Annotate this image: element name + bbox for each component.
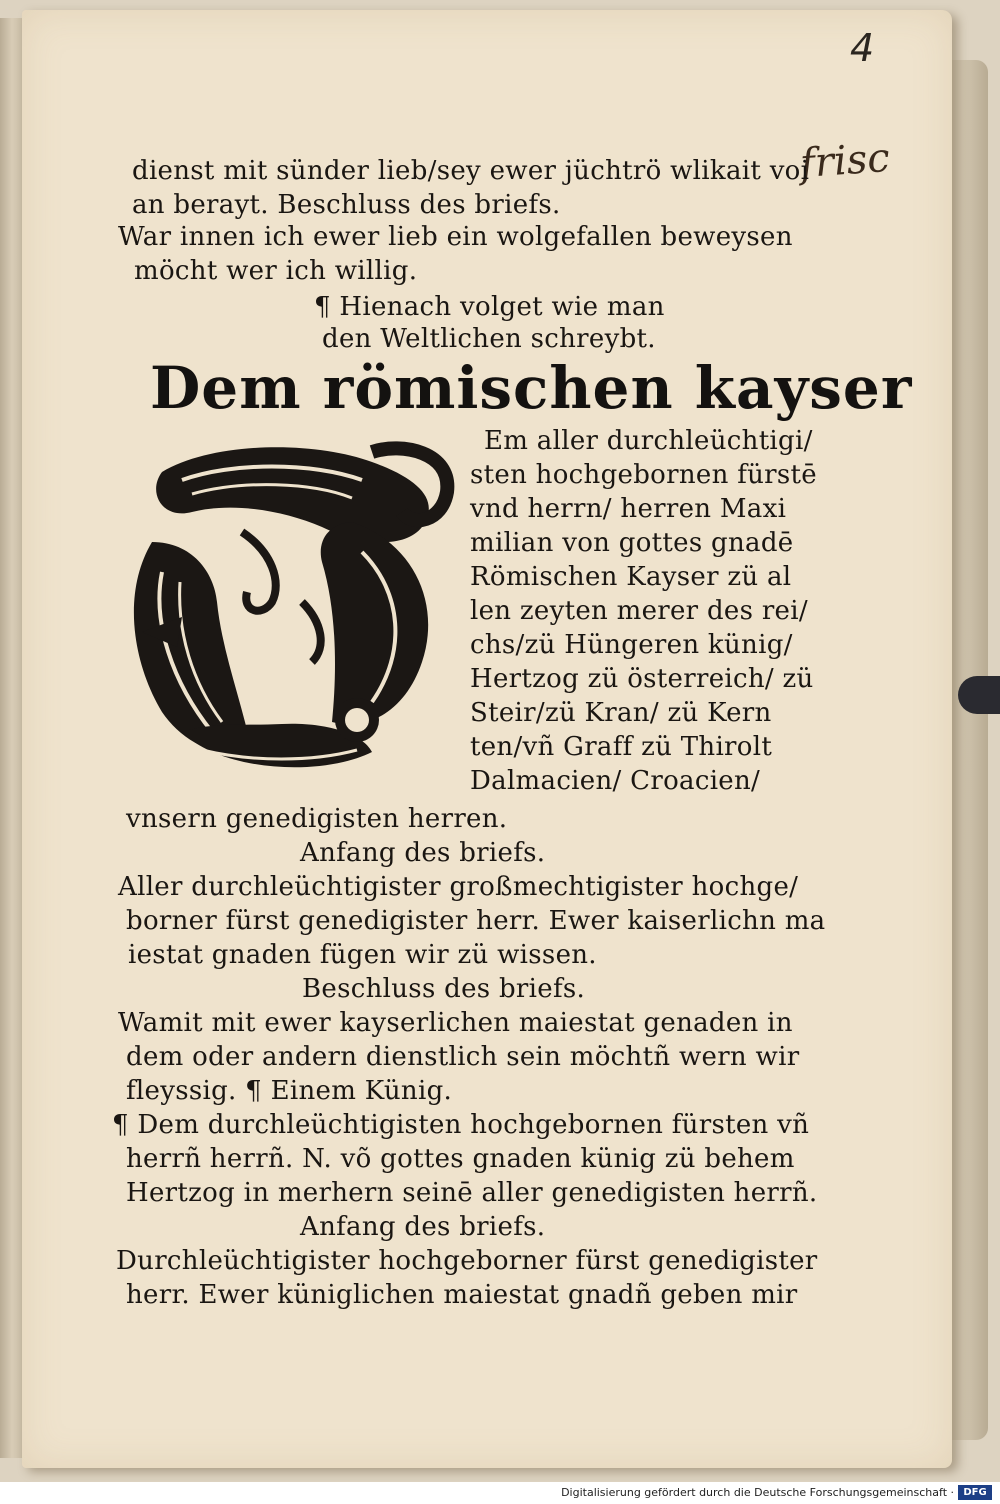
dfg-logo: DFG: [958, 1485, 992, 1500]
body-text-line: dem oder andern dienstlich sein möchtñ wern wir: [126, 1042, 800, 1072]
body-text-line: ¶ Dem durchleüchtigisten hochgebornen fürsten vñ: [112, 1110, 810, 1140]
body-text-line: Durchleüchtigister hochgeborner fürst genedigister: [116, 1246, 818, 1276]
initial-text-line: Steir/zü Kran/ zü Kern: [470, 698, 772, 728]
initial-text-line: vnd herrn/ herren Maxi: [470, 494, 787, 524]
handwritten-margin-note: frisc: [798, 134, 892, 188]
clip-tab: [958, 676, 1000, 714]
body-text-line: Anfang des briefs.: [300, 838, 546, 868]
initial-text-line: milian von gottes gnadē: [470, 528, 794, 558]
body-text-line: vnsern genedigisten herren.: [126, 804, 508, 834]
initial-text-line: ten/vñ Graff zü Thirolt: [470, 732, 773, 762]
initial-text-line: Dalmacien/ Croacien/: [470, 766, 761, 796]
initial-text-line: Hertzog zü österreich/ zü: [470, 664, 814, 694]
text-line: ¶ Hienach volget wie man: [314, 292, 665, 322]
text-line: möcht wer ich willig.: [134, 256, 418, 286]
page-edge: [948, 60, 988, 1440]
body-text-line: Anfang des briefs.: [300, 1212, 546, 1242]
body-text-line: Beschluss des briefs.: [302, 974, 586, 1004]
text-line: War innen ich ewer lieb ein wolgefallen beweysen: [118, 222, 793, 252]
body-text-line: Wamit mit ewer kayserlichen maiestat genaden in: [118, 1008, 793, 1038]
body-text-line: borner fürst genedigister herr. Ewer kaiserlichn ma: [126, 906, 826, 936]
body-text-line: Hertzog in merhern seinē aller genedigisten herrñ.: [126, 1178, 818, 1208]
body-text-line: herr. Ewer küniglichen maiestat gnadñ geben mir: [126, 1280, 798, 1310]
dfg-credit-text: Digitalisierung gefördert durch die Deutsche Forschungsgemeinschaft ·: [561, 1486, 954, 1499]
initial-text-line: chs/zü Hüngeren künig/: [470, 630, 793, 660]
body-text-line: fleyssig. ¶ Einem Künig.: [126, 1076, 453, 1106]
body-text-line: herrñ herrñ. N. võ gottes gnaden künig zü behem: [126, 1144, 795, 1174]
heading-roman-emperor: Dem römischen kayser: [150, 354, 913, 422]
body-text-line: Aller durchleüchtigister großmechtigister hochge/: [118, 872, 799, 902]
text-line: den Weltlichen schreybt.: [322, 324, 656, 354]
folio-number: 4: [850, 26, 875, 70]
body-text-line: iestat gnaden fügen wir zü wissen.: [128, 940, 597, 970]
text-line: an berayt. Beschluss des briefs.: [132, 190, 561, 220]
initial-text-line: Römischen Kayser zü al: [470, 562, 792, 592]
woodcut-initial-letter: [122, 432, 464, 790]
initial-text-line: Em aller durchleüchtigi/: [484, 426, 813, 456]
initial-text-line: len zeyten merer des rei/: [470, 596, 808, 626]
initial-text-line: sten hochgebornen fürstē: [470, 460, 817, 490]
digitization-footer: [0, 1482, 1000, 1504]
text-line: dienst mit sünder lieb/sey ewer jüchtrö wlikait voi: [132, 156, 810, 186]
